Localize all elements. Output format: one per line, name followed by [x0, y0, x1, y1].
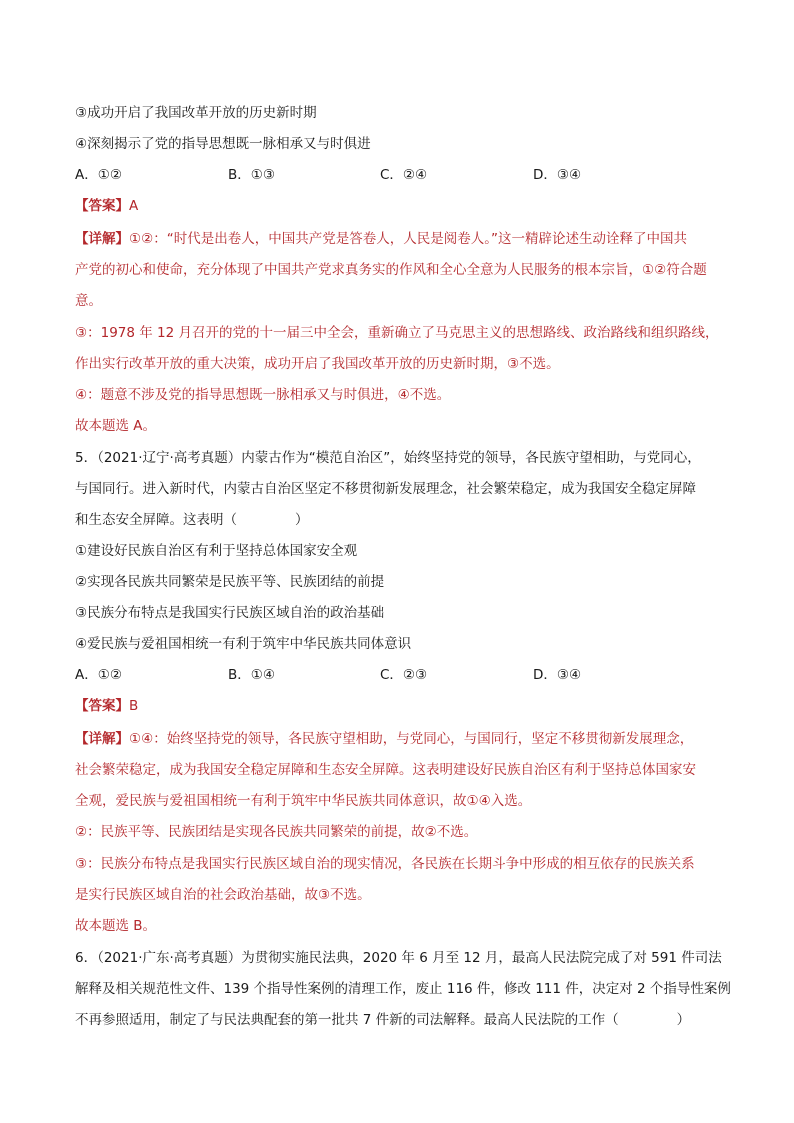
q5-choice-a: A．①②	[75, 667, 122, 683]
q5-detail-line-6: 是实行民族区域自治的社会政治基础，故③不选。	[75, 887, 371, 903]
answer-label: 【答案】	[75, 698, 129, 714]
q6-stem-text: 不再参照适用，制定了与民法典配套的第一批共 7 件新的司法解释。最高人民法院的工作（	[75, 1012, 619, 1028]
q4-detail-line-4: ③：1978 年 12 月召开的党的十一届三中全会，重新确立了马克思主义的思想路线、政治路线和组织路线，	[75, 325, 719, 341]
q4-conclusion: 故本题选 A。	[75, 418, 157, 434]
q6-stem-line-2: 解释及相关规范性文件、139 个指导性案例的清理工作，废止 116 件，修改 111 件，决定对 2 个指导性案例	[75, 981, 731, 997]
q4-detail-line-5: 作出实行改革开放的重大决策，成功开启了我国改革开放的历史新时期，③不选。	[75, 356, 560, 372]
q5-choice-b: B．①④	[228, 667, 275, 683]
q4-detail-line-1	[75, 230, 735, 248]
q5-detail-line-3: 全观，爱民族与爱祖国相统一有利于筑牢中华民族共同体意识，故①④入选。	[75, 793, 532, 809]
q4-detail-line-2: 产党的初心和使命，充分体现了中国共产党求真务实的作风和全心全意为人民服务的根本宗旨，①②符合题	[75, 262, 707, 278]
q5-answer	[75, 697, 735, 715]
q5-option-item-1: ①建设好民族自治区有利于坚持总体国家安全观	[75, 543, 358, 559]
q5-choice-d: D．③④	[533, 667, 582, 683]
q5-stem-end: ）	[295, 512, 309, 528]
q4-option-item-4: ④深刻揭示了党的指导思想既一脉相承又与时俱进	[75, 136, 371, 152]
q4-choice-d: D．③④	[533, 167, 582, 183]
q5-conclusion: 故本题选 B。	[75, 918, 157, 934]
answer-label: 【答案】	[75, 198, 129, 214]
q5-detail-line-2: 社会繁荣稳定，成为我国安全稳定屏障和生态安全屏障。这表明建设好民族自治区有利于坚持总体国家安	[75, 762, 696, 778]
q4-answer	[75, 197, 735, 215]
q4-detail-line-3: 意。	[75, 293, 102, 309]
q5-stem-line-2: 与国同行。进入新时代，内蒙古自治区坚定不移贯彻新发展理念，社会繁荣稳定，成为我国安全稳定屏障	[75, 481, 696, 497]
answer-value: B	[129, 698, 139, 714]
detail-label: 【详解】	[75, 731, 129, 747]
q6-stem-end: ）	[676, 1012, 691, 1028]
detail-text: ①②：“时代是出卷人，中国共产党是答卷人，人民是阅卷人。”这一精辟论述生动诠释了中国共	[129, 231, 687, 247]
detail-label: 【详解】	[75, 231, 129, 247]
q5-stem-text: 和生态安全屏障。这表明（	[75, 512, 237, 528]
answer-value: A	[129, 198, 139, 214]
q5-option-item-4: ④爱民族与爱祖国相统一有利于筑牢中华民族共同体意识	[75, 636, 412, 652]
q5-stem-line-3	[75, 511, 735, 529]
q4-choice-a: A．①②	[75, 167, 122, 183]
q5-option-item-2: ②实现各民族共同繁荣是民族平等、民族团结的前提	[75, 574, 385, 590]
q4-choice-c: C．②④	[380, 167, 428, 183]
q6-stem-line-1: 6．（2021·广东·高考真题）为贯彻实施民法典，2020 年 6 月至 12 月，最高人民法院完成了对 591 件司法	[75, 950, 722, 966]
detail-text: ①④：始终坚持党的领导，各民族守望相助，与党同心，与国同行，坚定不移贯彻新发展理念，	[129, 731, 694, 747]
q5-detail-line-5: ③：民族分布特点是我国实行民族区域自治的现实情况，各民族在长期斗争中形成的相互依存的民族关系	[75, 856, 695, 872]
q5-option-item-3: ③民族分布特点是我国实行民族区域自治的政治基础	[75, 605, 385, 621]
q6-stem-line-3	[75, 1011, 735, 1029]
q4-detail-line-6: ④：题意不涉及党的指导思想既一脉相承又与时俱进，④不选。	[75, 387, 451, 403]
q5-detail-line-4: ②：民族平等、民族团结是实现各民族共同繁荣的前提，故②不选。	[75, 824, 478, 840]
q4-option-item-3: ③成功开启了我国改革开放的历史新时期	[75, 105, 317, 121]
q5-choice-c: C．②③	[380, 667, 428, 683]
q5-detail-line-1	[75, 730, 735, 748]
q4-choice-b: B．①③	[228, 167, 275, 183]
q5-stem-line-1: 5．（2021·辽宁·高考真题）内蒙古作为“模范自治区”，始终坚持党的领导，各民族守望相助，与党同心，	[75, 450, 701, 466]
